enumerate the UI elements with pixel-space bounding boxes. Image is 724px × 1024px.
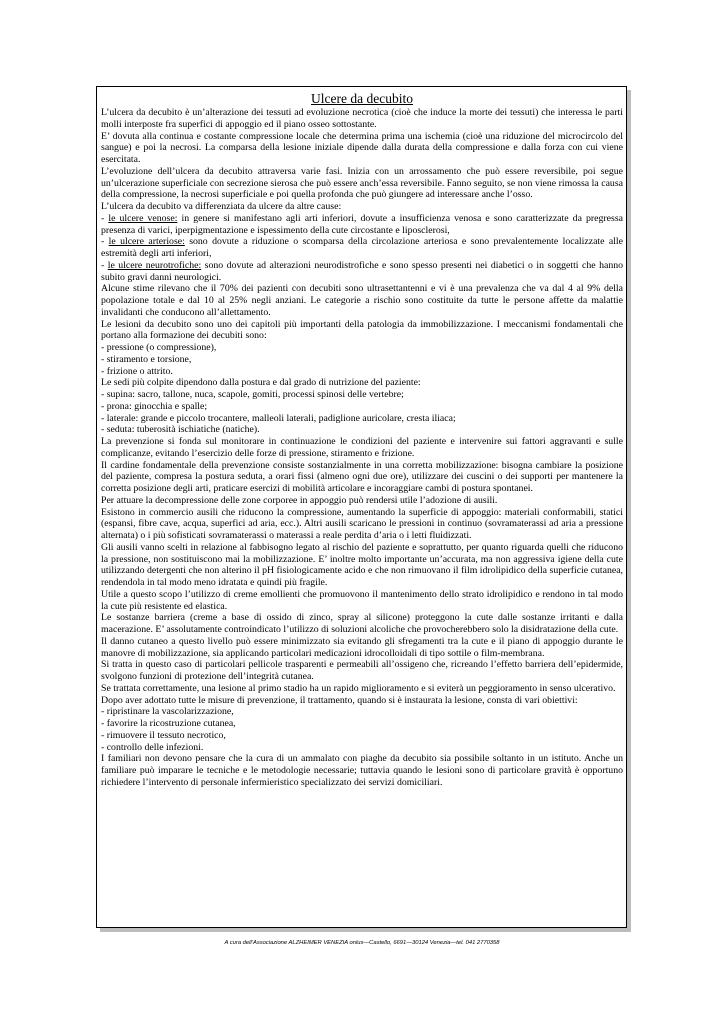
term-neurotrophic-text: sono dovute ad alterazioni neurodistrofiche e sono spesso presenti nei diabetici o in soggetti che hanno subito gravi danni neurologici. (101, 259, 624, 283)
paragraph-hygiene: Gli ausili vanno scelti in relazione al fabbisogno legato al rischio del paziente e soprattutto, per quanto riguarda quelli che riducono la pressione, non sostituiscono mai la mobilizzazione. E’ inoltre molto importante un’accurata, ma non aggressiva igiene della cute utilizzando detergenti che non alterino il pH fisiologicamente acido e che non rimuovano il film idrolipidico della superficie cutanea, rendendola in tal modo meno idratata e quindi più fragile. (101, 541, 623, 588)
list-item-neurotrophic (101, 260, 623, 284)
list-item-necrotic-tissue: - rimuovere il tessuto necrotico, (101, 729, 226, 741)
list-item-lateral: - laterale: grande e piccolo trocantere, malleoli laterali, padiglione auricolare, cresta iliaca; (101, 412, 456, 424)
term-arterial: le ulcere arteriose: (108, 236, 185, 248)
paragraph-definition: L’ulcera da decubito è un’alterazione dei tessuti ad evoluzione necrotica (cioè che induce la morte dei tessuti) che interessa le parti molli interposte fra superfici di appoggio ed il piano osseo sottostante. (101, 107, 623, 130)
term-neurotrophic: le ulcere neurotrofiche: (107, 259, 202, 271)
paragraph-barrier: Le sostanze barriera (creme a base di ossido di zinco, spray al silicone) proteggono la cute dalle sostanze irritanti e dalla macerazione. E’ assolutamente controindicato l’utilizzo di soluzioni alcoliche che provocherebbero solo la disidratazione della cute. (101, 612, 623, 635)
paragraph-decompression: Per attuare la decompressione delle zone corporee in appoggio può rendersi utile l’adozione di ausili. (101, 494, 498, 506)
paragraph-statistics: Alcune stime rilevano che il 70% dei pazienti con decubiti sono ultrasettantenni e vi è una prevalenza che va dal 4 al 9% della popolazione totale e dal 10 al 25% negli anziani. Le categorie a rischio sono costituite da tutte le persone affette da malattie invalidanti che conducono all’allettamento. (101, 283, 623, 318)
list-item-seated: - seduta: tuberosità ischiatiche (natiche). (101, 424, 260, 436)
paragraph-treatment: Dopo aver adottato tutte le misure di prevenzione, il trattamento, quando si è instaurata la lesione, consta di vari obiettivi: (101, 694, 578, 706)
list-dash: - (101, 236, 109, 248)
paragraph-families: I familiari non devono pensare che la cura di un ammalato con piaghe da decubito sia possibile soltanto in un istituto. Anche un familiare può imparare le tecniche e le metodologie necessarie; tuttavia quando le lesioni sono di particolare gravità è opportuno richiedere l’intervento di personale infermieristico specializzato dei servizi domiciliari. (101, 753, 623, 788)
paragraph-aids: Esistono in commercio ausili che riducono la compressione, aumentando la superficie di appoggio: materiali conformabili, statici (espansi, fibre cave, acqua, superfici ad aria, ecc.). Altri ausili scaricano le pressioni in continuo (sovramaterassi ad aria a pressione alternata) o i più sofisticati sovramaterassi o materassi a reale perdita d’aria o i letti fluidizzati. (101, 506, 623, 541)
list-item-supine: - supina: sacro, tallone, nuca, scapole, gomiti, processi spinosi delle vertebre; (101, 389, 404, 400)
list-item-prone: - prona: ginocchia e spalle; (101, 400, 208, 412)
paragraph-sites: Le sedi più colpite dipendono dalla postura e dal grado di nutrizione del paziente: (101, 377, 421, 389)
paragraph-prevention: La prevenzione si fonda sul monitorare in continuazione le condizioni del paziente e intervenire sui fattori aggravanti e sulle complicanze, evitando l’esercizio delle forze di pressione, stiramento e frizione. (101, 436, 623, 459)
list-item-pressure: - pressione (o compressione), (101, 342, 217, 353)
term-arterial-text: sono dovute a riduzione o scomparsa della circolazione arteriosa e sono prevalentemente localizzate alle estremità degli arti inferiori, (101, 236, 623, 259)
article-title: Ulcere da decubito (311, 91, 413, 106)
paragraph-creams: Utile a questo scopo l’utilizzo di creme emollienti che promuovono il mantenimento dello strato idrolipidico e rendono in tal modo la cute più resistente ed elastica. (101, 588, 623, 612)
term-venous: le ulcere venose: (108, 212, 178, 224)
paragraph-differentiation: L’ulcera da decubito va differenziata da ulcere da altre cause: (101, 201, 342, 212)
list-item-friction: - frizione o attrito. (101, 365, 173, 377)
paragraph-films: Si tratta in questo caso di particolari pellicole trasparenti e permeabili all’ossigeno che, ricreando l’effetto barriera dell’epidermide, svolgono funzioni di protezione dell’integrità cutanea. (101, 659, 623, 682)
list-dash: - (101, 212, 109, 224)
list-item-vascularization: - ripristinare la vascolarizzazione, (101, 706, 234, 718)
paragraph-skin-damage: Il danno cutaneo a questo livello può essere minimizzato sia evitando gli sfregamenti tra la cute e il piano di appoggio durante le manovre di mobilizzazione, sia applicando particolari medicazioni idrocolloidali di tipo sottile o film-membrana. (101, 635, 623, 659)
paragraph-cause: E’ dovuta alla continua e costante compressione locale che determina prima una ischemia (cioè una riduzione del microcircolo del sangue) e poi la necrosi. La comparsa della lesione iniziale dipende dalla durata della compressione e dalla forza con cui viene esercitata. (101, 130, 623, 165)
list-item-venous (101, 213, 623, 237)
paragraph-first-stage: Se trattata correttamente, una lesione al primo stadio ha un rapido miglioramento e si eviterà un peggioramento in senso ulcerativo. (101, 682, 616, 694)
list-item-reconstruction: - favorire la ricostruzione cutanea, (101, 718, 236, 729)
paragraph-mobilization: Il cardine fondamentale della prevenzione consiste sostanzialmente in una corretta mobilizzazione: bisogna cambiare la posizione del paziente, compresa la postura seduta, a orari fissi (almeno ogni due ore), utilizzare dei cuscini o dei supporti per mantenere la corretta posizione degli arti, praticare esercizi di mobilità articolare e incoraggiare cambi di postura spontanei. (101, 459, 623, 494)
paragraph-evolution: L’evoluzione dell’ulcera da decubito attraversa varie fasi. Inizia con un arrossamento che può essere reversibile, poi segue un’ulcerazione superficiale con secrezione sierosa che può essere anch’essa reversibile. Fanno seguito, se non viene rimossa la causa della compressione, la necrosi superficiale e poi quella profonda che può giungere ad interessare anche l’osso. (101, 165, 623, 201)
article-box (96, 86, 627, 928)
list-item-infections: - controllo delle infezioni. (101, 741, 204, 753)
paragraph-mechanisms: Le lesioni da decubito sono uno dei capitoli più importanti della patologia da immobilizzazione. I meccanismi fondamentali che portano alla formazione dei decubiti sono: (101, 318, 623, 342)
list-item-stretching: - stiramento e torsione, (101, 353, 192, 365)
term-venous-text: in genere si manifestano agli arti inferiori, dovute a insufficienza venosa e sono caratterizzate da pregressa presenza di varici, iperpigmentazione e ispessimento della cute circostante e liposclerosi, (101, 212, 623, 236)
list-item-arterial (101, 236, 623, 260)
footer-credit: A cura dell’Associazione ALZHEIMER VENEZIA onlus—Castello, 6691—30124 Venezia—tel. 041 2770358 (224, 940, 500, 946)
list-dash: - (101, 259, 108, 271)
